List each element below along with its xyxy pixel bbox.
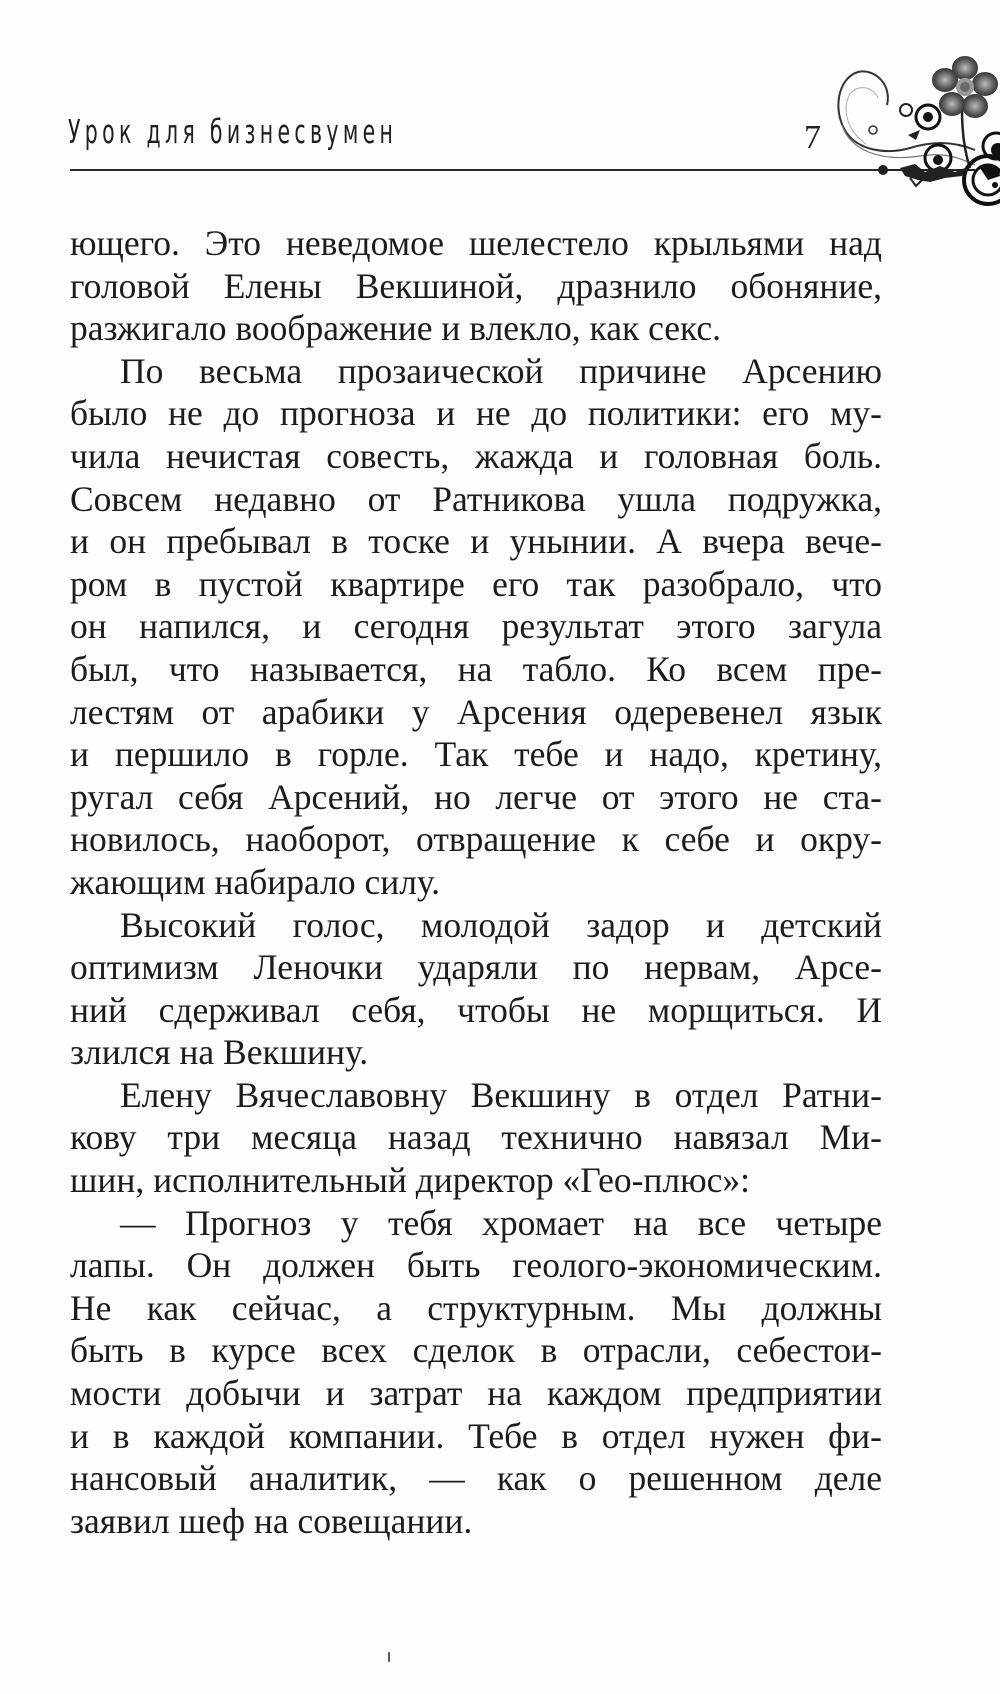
text-line: он напился, и сегодня результат этого загула: [70, 606, 882, 647]
text-line: ругал себя Арсений, но легче от этого не ста-: [70, 776, 882, 817]
text-line: новилось, наоборот, отвращение к себе и окру-: [70, 819, 882, 860]
text-line: лестям от арабики у Арсения одеревенел язык: [70, 691, 882, 732]
text-line: и он пребывал в тоске и унынии. А вчера вече-: [70, 521, 882, 562]
page-number: 7: [804, 119, 821, 156]
text-line: жающим набирало силу.: [70, 861, 440, 902]
text-line: нансовый аналитик, — как о решенном деле: [70, 1458, 882, 1499]
header-rule: [70, 169, 900, 171]
text-line: Не как сейчас, а структурным. Мы должны: [70, 1287, 882, 1328]
text-line: ром в пустой квартире его так разобрало, что: [70, 563, 882, 604]
text-line: шин, исполнительный директор «Гео-плюс»:: [70, 1160, 750, 1201]
text-line: разжигало воображение и влекло, как секс.: [70, 308, 722, 349]
text-line: кову три месяца назад технично навязал Ми-: [70, 1117, 882, 1158]
body-text: [70, 222, 882, 1542]
running-title: Урок для бизнесвумен: [68, 112, 398, 151]
text-line: было не до прогноза и не до политики: его му-: [70, 393, 882, 434]
paragraph-first-line: Высокий голос, молодой задор и детский: [120, 904, 882, 945]
text-line: и в каждой компании. Тебе в отдел нужен фи-: [70, 1415, 882, 1456]
text-line: Совсем недавно от Ратникова ушла подружка,: [70, 478, 882, 519]
text-line: и першило в горле. Так тебе и надо, кретину,: [70, 734, 882, 775]
paragraph-first-line: По весьма прозаической причине Арсению: [120, 350, 882, 391]
text-line: злился на Векшину.: [70, 1032, 369, 1073]
text-line: быть в курсе всех сделок в отрасли, себестои-: [70, 1330, 882, 1371]
text-line: головой Елены Векшиной, дразнило обоняние,: [70, 265, 882, 306]
text-line: чила нечистая совесть, жажда и головная боль.: [70, 435, 882, 476]
text-line: ний сдерживал себя, чтобы не морщиться. И: [70, 989, 882, 1030]
text-line: ющего. Это неведомое шелестело крыльями над: [70, 223, 882, 263]
text-line: оптимизм Леночки ударяли по нервам, Арсе-: [70, 947, 882, 988]
floral-ornament-icon: [820, 40, 1000, 220]
text-line: мости добычи и затрат на каждом предприятии: [70, 1373, 882, 1414]
text-line: был, что называется, на табло. Ко всем пре-: [70, 648, 882, 689]
text-line: лапы. Он должен быть геолого-экономическим.: [70, 1245, 882, 1286]
paragraph-first-line: Елену Вячеславовну Векшину в отдел Ратни-: [120, 1074, 882, 1115]
text-line: заявил шеф на совещании.: [70, 1500, 473, 1541]
scan-speck: [388, 1652, 390, 1662]
dialogue-first-line: — Прогноз у тебя хромает на все четыре: [120, 1202, 882, 1243]
